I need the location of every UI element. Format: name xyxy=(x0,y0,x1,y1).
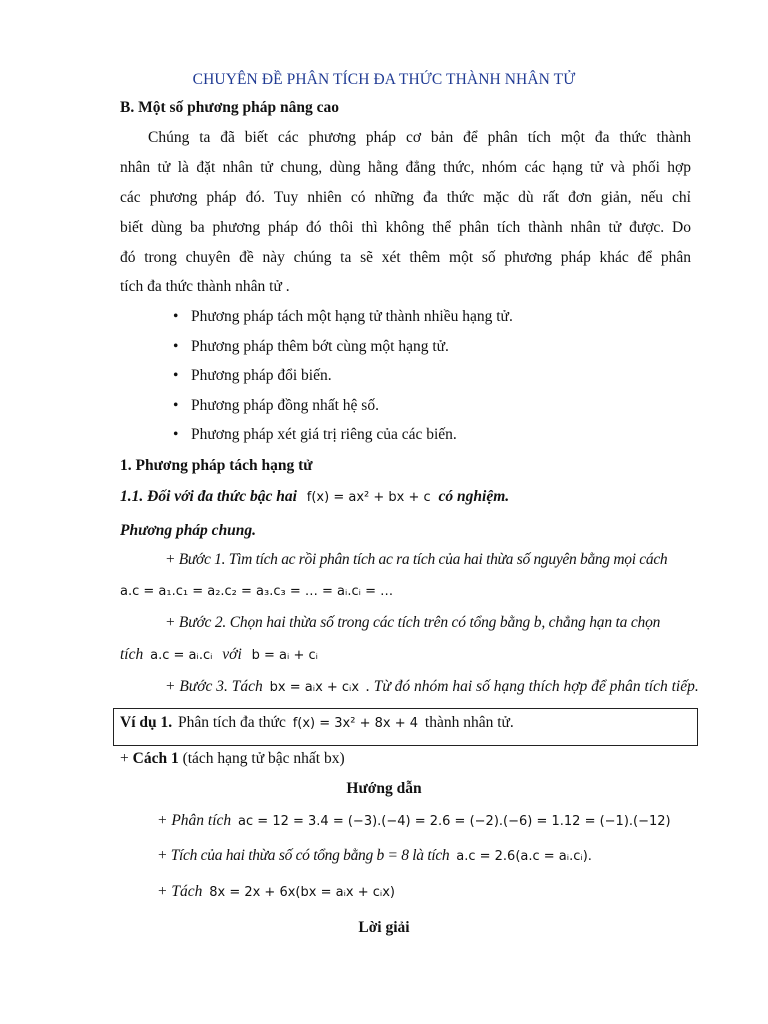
bullet-icon: • xyxy=(173,397,179,414)
section-1-1-label: 1.1. Đối với đa thức bậc hai xyxy=(120,488,297,505)
guide-line-3-prefix: + Tách xyxy=(157,883,203,900)
general-method-heading: Phương pháp chung. xyxy=(120,522,257,539)
intro-line-6: tích đa thức thành nhân tử . xyxy=(120,278,290,295)
guide-line-3-formula: 8x = 2x + 6x(bx = aᵢx + cᵢx) xyxy=(209,885,395,900)
quadratic-formula: f(x) = ax² + bx + c xyxy=(306,490,431,505)
bullet-text: Phương pháp đồng nhất hệ số. xyxy=(191,397,379,414)
example-1-text-1: Phân tích đa thức xyxy=(178,714,286,731)
step-3-suffix: . Từ đó nhóm hai số hạng thích hợp để phân tích tiếp. xyxy=(365,678,699,695)
guide-line-2-formula: a.c = 2.6(a.c = aᵢ.cᵢ). xyxy=(456,849,592,864)
list-item xyxy=(173,396,379,416)
guide-line-2-prefix: + Tích của hai thừa số có tổng bằng b = 8 là tích xyxy=(157,847,450,864)
example-1-text-2: thành nhân tử. xyxy=(424,714,514,731)
step-1-formula: a.c = a₁.c₁ = a₂.c₂ = a₃.c₃ = … = aᵢ.cᵢ = … xyxy=(120,584,394,599)
page-title: CHUYÊN ĐỀ PHÂN TÍCH ĐA THỨC THÀNH NHÂN TỬ xyxy=(192,71,576,88)
bullet-text: Phương pháp xét giá trị riêng của các biến. xyxy=(191,426,457,443)
step-3-prefix: + Bước 3. Tách xyxy=(165,678,263,695)
step-2-formula-1: a.c = aᵢ.cᵢ xyxy=(150,648,213,663)
bullet-icon: • xyxy=(173,367,179,384)
bullet-icon: • xyxy=(173,338,179,355)
method-1-label: Cách 1 xyxy=(132,750,179,767)
intro-line-1: Chúng ta đã biết các phương pháp cơ bản để phân tích một đa thức thành xyxy=(148,129,691,146)
list-item xyxy=(173,337,449,357)
guide-line-3 xyxy=(157,882,395,903)
step-3-formula: bx = aᵢx + cᵢx xyxy=(269,680,360,695)
intro-line-3: các phương pháp đó. Tuy nhiên có những đa thức mặc dù rất đơn giản, nếu chỉ xyxy=(120,189,691,206)
list-item xyxy=(173,425,457,445)
intro-line-2: nhân tử là đặt nhân tử chung, dùng hằng đẳng thức, nhóm các hạng tử và phối hợp xyxy=(120,159,691,176)
section-1-heading: 1. Phương pháp tách hạng tử xyxy=(120,457,313,474)
step-3-line xyxy=(165,677,699,698)
method-1-prefix: + xyxy=(120,750,129,767)
list-item xyxy=(173,307,513,327)
solution-heading: Lời giải xyxy=(358,919,410,936)
method-1-note: (tách hạng tử bậc nhất bx) xyxy=(182,750,345,767)
bullet-icon: • xyxy=(173,308,179,325)
guide-line-1 xyxy=(157,811,671,832)
step-1-text: + Bước 1. Tìm tích ac rồi phân tích ac ra tích của hai thừa số nguyên bằng mọi cách xyxy=(165,551,668,568)
step-2-prefix: tích xyxy=(120,646,144,663)
section-b-heading: B. Một số phương pháp nâng cao xyxy=(120,99,340,116)
bullet-text: Phương pháp thêm bớt cùng một hạng tử. xyxy=(191,338,449,355)
example-1-line xyxy=(120,713,514,734)
section-1-1-suffix: có nghiệm. xyxy=(438,488,510,505)
guide-line-2 xyxy=(157,846,592,867)
guide-line-1-formula: ac = 12 = 3.4 = (−3).(−4) = 2.6 = (−2).(−6) = 1.12 = (−1).(−12) xyxy=(238,814,671,829)
example-1-label: Ví dụ 1. xyxy=(120,714,173,731)
guide-heading: Hướng dẫn xyxy=(346,780,422,797)
bullet-text: Phương pháp đổi biến. xyxy=(191,367,332,384)
intro-line-5: đó trong chuyên đề này chúng ta sẽ xét thêm một số phương pháp khác để phân xyxy=(120,249,691,266)
step-2-text: + Bước 2. Chọn hai thừa số trong các tích trên có tổng bằng b, chẳng hạn ta chọn xyxy=(165,614,661,631)
guide-line-1-prefix: + Phân tích xyxy=(157,812,232,829)
intro-line-4: biết dùng ba phương pháp đó thôi thì không thể phân tích thành nhân tử được. Do xyxy=(120,219,691,236)
step-2-line xyxy=(120,645,318,666)
list-item xyxy=(173,366,332,386)
section-1-1-heading xyxy=(120,487,509,508)
step-2-formula-2: b = aᵢ + cᵢ xyxy=(251,648,318,663)
example-1-formula: f(x) = 3x² + 8x + 4 xyxy=(292,716,419,731)
method-1-line xyxy=(120,749,345,769)
bullet-text: Phương pháp tách một hạng tử thành nhiều hạng tử. xyxy=(191,308,513,325)
step-2-mid: với xyxy=(222,646,242,663)
bullet-icon: • xyxy=(173,426,179,443)
